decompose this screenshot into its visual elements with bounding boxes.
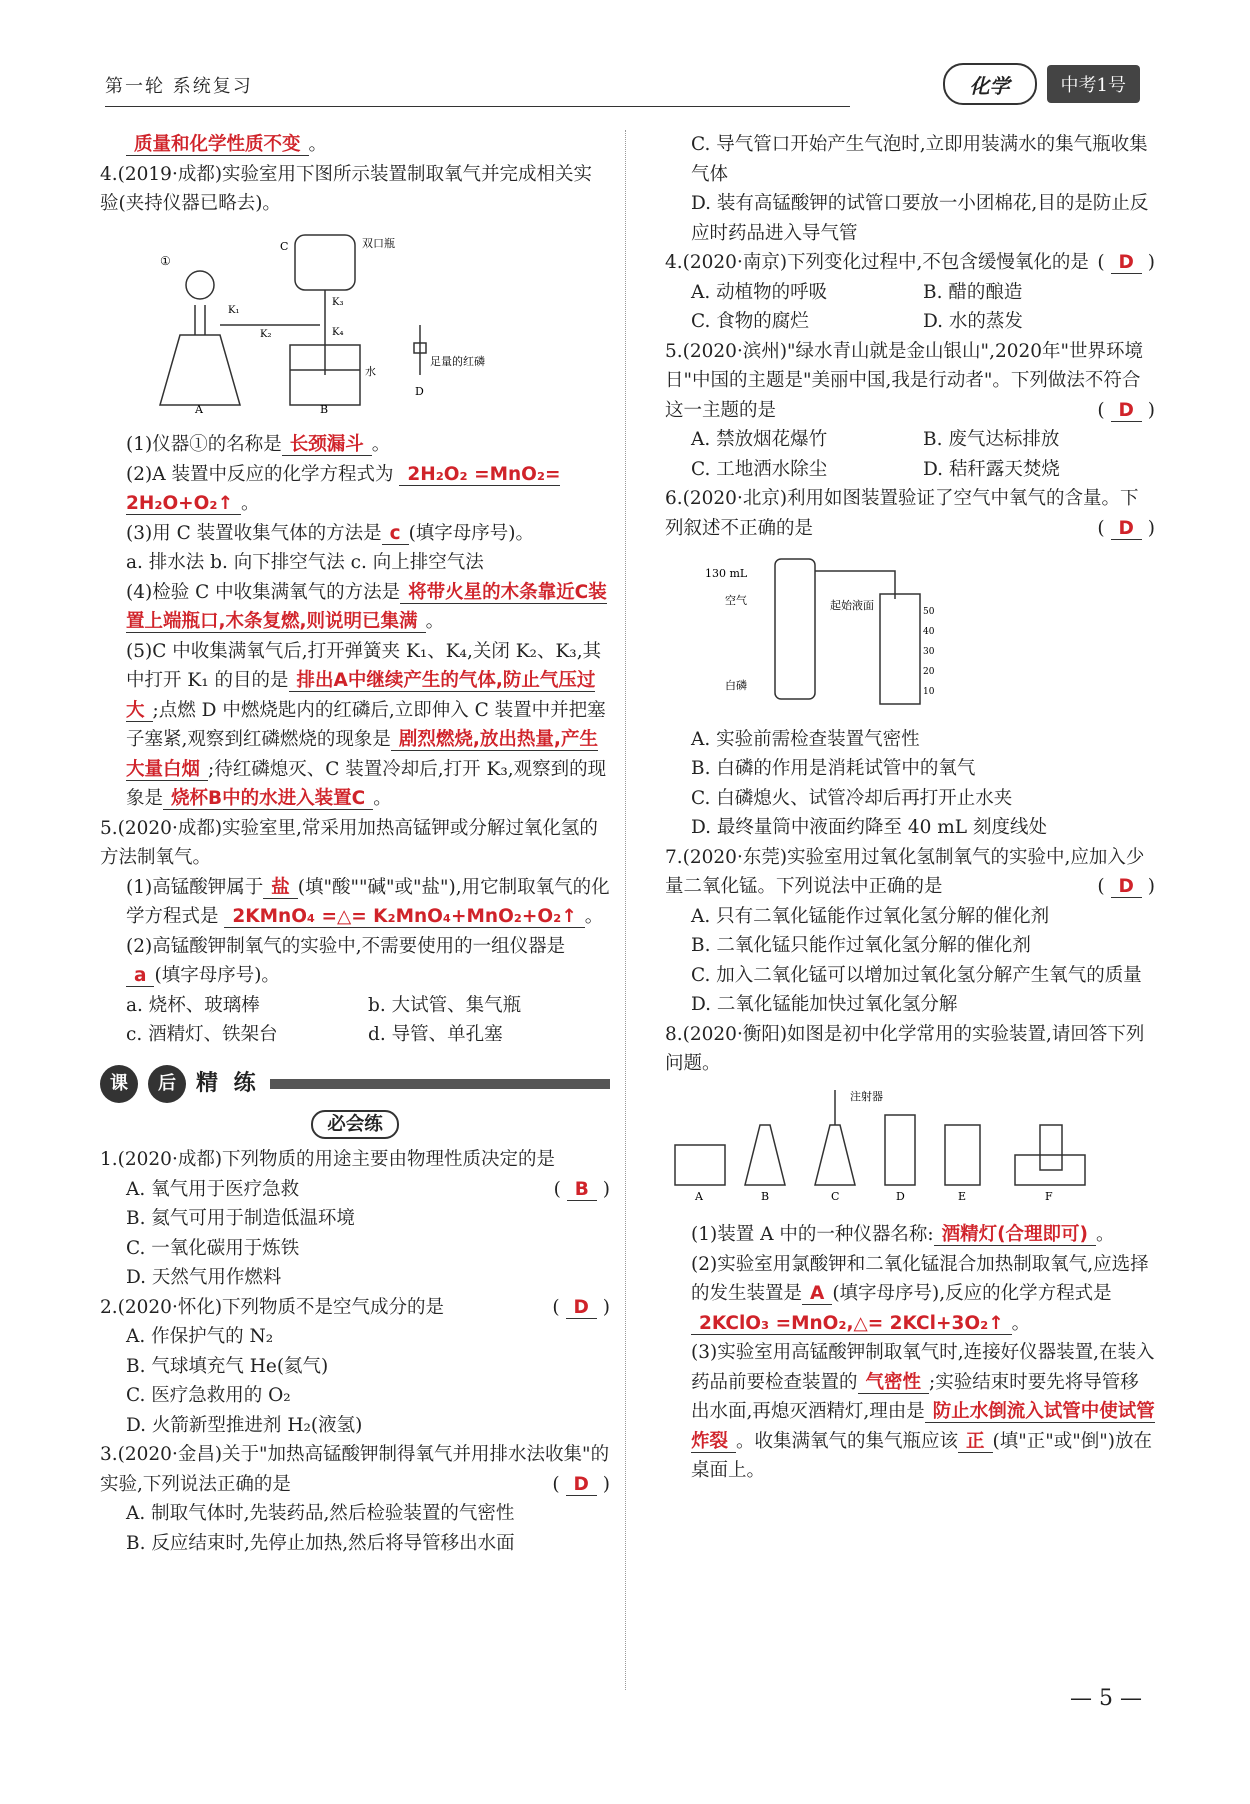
header-rule — [105, 106, 850, 107]
label-phosphorus: 足量的红磷 — [430, 354, 485, 368]
m2-opt-b: B. 气球填充气 He(氦气) — [126, 1355, 329, 1377]
m3-opt-d: D. 装有高锰酸钾的试管口要放一小团棉花,目的是防止反应时药品进入导气管 — [691, 193, 1149, 244]
q4-apparatus-figure — [100, 225, 520, 415]
fig8-label-b: B — [761, 1189, 770, 1203]
q4-5-answer-2: 剧烈燃烧,放出热量,产生大量白烟 — [126, 729, 598, 780]
m4-options-row1: A. 动植物的呼吸 B. 醋的酿造 — [691, 281, 1023, 303]
q5-options-row2: c. 酒精灯、铁架台 d. 导管、单孔塞 — [126, 1024, 503, 1045]
label-k2: K₂ — [260, 328, 272, 340]
device-e — [945, 1125, 980, 1185]
fig6-tick-40: 40 — [923, 627, 935, 637]
double-neck-bottle — [295, 235, 355, 290]
header-left: 第一轮 系统复习 — [105, 76, 253, 97]
m1-opt-c: C. 一氧化碳用于炼铁 — [126, 1237, 300, 1259]
device-b — [745, 1125, 785, 1185]
q4-5: (5)C 中收集满氧气后,打开弹簧夹 K₁、K₄,关闭 K₂、K₃,其中打开 K₁ 的目的是 排出A中继续产生的气体,防止气压过大 ;点燃 D 中燃烧匙内的红磷后,立即伸入 C 装置中并把塞子塞紧,观察到红磷燃烧的现象是 剧烈燃烧,放出热量,产生大量白烟 ;待红磷熄灭、C 装置冷却后,打开 K₃,观察到的现象是 烧杯B中的水进入装置C 。 — [126, 640, 607, 809]
m7-opt-a: A. 只有二氧化锰能作过氧化氢分解的催化剂 — [691, 905, 1050, 927]
m6-apparatus-figure — [665, 549, 1085, 709]
m3-opt-a: A. 制取气体时,先装药品,然后检验装置的气密性 — [126, 1503, 515, 1524]
m7-opt-b: B. 二氧化锰只能作过氧化氢分解的催化剂 — [691, 935, 1031, 956]
right-column — [665, 130, 1155, 1486]
q4-1-answer: 长颈漏斗 — [282, 434, 372, 456]
connecting-tube — [815, 571, 895, 599]
q4-title: 4.(2019·成都)实验室用下图所示装置制取氧气并完成相关实验(夹持仪器已略去)。 — [100, 163, 593, 214]
section-badge-2: 后 — [148, 1065, 186, 1103]
fig6-tick-20: 20 — [923, 667, 935, 677]
q4-2: (2)A 装置中反应的化学方程式为 2H₂O₂ =MnO₂= 2H₂O+O₂↑ 。 — [126, 463, 561, 514]
test-tube — [775, 559, 815, 699]
fig6-volume: 130 mL — [705, 567, 748, 580]
fig6-phosphorus: 白磷 — [725, 679, 747, 692]
m6-opt-a: A. 实验前需检查装置气密性 — [691, 728, 920, 750]
m3-opt-b: B. 反应结束时,先停止加热,然后将导管移出水面 — [126, 1532, 515, 1554]
subject-badge: 化学 — [943, 63, 1037, 105]
label-k4: K₄ — [332, 326, 344, 338]
m2-answer: D — [566, 1297, 597, 1319]
m3: 3.(2020·金昌)关于"加热高锰酸钾制得氧气并用排水法收集"的实验,下列说法正确的是 ( D ) — [100, 1444, 610, 1495]
q5-title: 5.(2020·成都)实验室里,常采用加热高锰钾或分解过氧化氢的方法制氧气。 — [100, 817, 598, 868]
q4-3-answer: c — [382, 523, 409, 545]
funnel-stem — [195, 305, 205, 335]
m8-3-answer-1: 气密性 — [858, 1372, 930, 1394]
fig8-syringe: 注射器 — [850, 1089, 883, 1103]
m8-apparatus-figure — [665, 1085, 1095, 1205]
m2: 2.(2020·怀化)下列物质不是空气成分的是 ( D ) — [100, 1296, 610, 1318]
m8-2-equation: 2KClO₃ =MnO₂,△= 2KCl+3O₂↑ — [691, 1313, 1012, 1335]
m8-1-answer: 酒精灯(合理即可) — [934, 1224, 1096, 1246]
fig8-label-e: E — [958, 1189, 967, 1203]
page-header — [105, 64, 1140, 110]
m6: 6.(2020·北京)利用如图装置验证了空气中氧气的含量。下列叙述不正确的是 ( D ) — [665, 488, 1155, 539]
must-do-label: 必会练 — [100, 1110, 610, 1140]
m4: 4.(2020·南京)下列变化过程中,不包含缓慢氧化的是 ( D ) — [665, 252, 1155, 273]
q4-2-answer: 2H₂O₂ =MnO₂= 2H₂O+O₂↑ — [126, 463, 561, 514]
m6-opt-c: C. 白磷熄火、试管冷却后再打开止水夹 — [691, 787, 1013, 809]
m8-3-answer-2: 防止水倒流入试管中使试管炸裂 — [691, 1401, 1155, 1452]
label-c: C — [280, 239, 289, 253]
fig6-start: 起始液面 — [830, 599, 874, 612]
fig8-label-a: A — [695, 1189, 703, 1203]
label-bottle: 双口瓶 — [362, 236, 395, 250]
label-k3: K₃ — [332, 296, 344, 308]
m2-opt-a: A. 作保护气的 N₂ — [126, 1326, 274, 1347]
fig8-label-f: F — [1045, 1189, 1053, 1203]
q5-1-answer: 盐 — [263, 877, 298, 899]
q4-5-answer-1: 排出A中继续产生的气体,防止气压过大 — [126, 670, 596, 721]
flask-a — [160, 335, 240, 405]
m5-options-row1: A. 禁放烟花爆竹 B. 废气达标排放 — [691, 429, 1060, 450]
m7-opt-d: D. 二氧化锰能加快过氧化氢分解 — [691, 994, 958, 1015]
page-number: — 5 — — [1070, 1686, 1142, 1711]
m4-options-row2: C. 食物的腐烂 D. 水的蒸发 — [691, 311, 1023, 332]
m7: 7.(2020·东莞)实验室用过氧化氢制氧气的实验中,应加入少量二氧化锰。下列说法中正确的是 ( D ) — [665, 846, 1155, 897]
m3-answer: D — [566, 1474, 597, 1496]
m5-answer: D — [1111, 400, 1142, 422]
q5-2-answer: a — [126, 965, 154, 987]
fig8-label-c: C — [831, 1189, 840, 1203]
m8-1: (1)装置 A 中的一种仪器名称: 酒精灯(合理即可) 。 — [691, 1224, 1115, 1245]
left-column — [100, 130, 610, 1558]
column-divider — [625, 130, 626, 1690]
m8-2-answer: A — [802, 1283, 832, 1305]
series-badge: 中考1号 — [1047, 65, 1140, 103]
device-c — [815, 1125, 855, 1185]
q4-4: (4)检验 C 中收集满氧气的方法是 将带火星的木条靠近C装置上端瓶口,木条复燃,则说明已集满 。 — [126, 581, 607, 632]
m2-opt-d: D. 火箭新型推进剂 H₂(液氢) — [126, 1414, 363, 1436]
section-badge-1: 课 — [100, 1065, 138, 1103]
label-circle: ① — [160, 253, 171, 268]
m1-opt-d: D. 天然气用作燃料 — [126, 1267, 282, 1288]
q4-3: (3)用 C 装置收集气体的方法是 c (填字母序号)。 — [126, 522, 535, 544]
m4-answer: D — [1111, 252, 1142, 274]
m6-opt-b: B. 白磷的作用是消耗试管中的氧气 — [691, 758, 976, 779]
q5-1: (1)高锰酸钾属于 盐 (填"酸""碱"或"盐"),用它制取氧气的化学方程式是 2KMnO₄ =△= K₂MnO₄+MnO₂+O₂↑ 。 — [126, 876, 610, 927]
fig6-air: 空气 — [725, 594, 747, 607]
section-title: 精 练 — [196, 1069, 260, 1096]
device-a — [675, 1145, 725, 1185]
m8: 8.(2020·衡阳)如图是初中化学常用的实验装置,请回答下列问题。 — [665, 1023, 1145, 1074]
m1: 1.(2020·成都)下列物质的用途主要由物理性质决定的是 ( B ) — [100, 1149, 610, 1200]
m8-2: (2)实验室用氯酸钾和二氧化锰混合加热制取氧气,应选择的发生装置是 A (填字母序号),反应的化学方程式是 2KClO₃ =MnO₂,△= 2KCl+3O₂↑ 。 — [691, 1253, 1149, 1334]
m1-opt-b: B. 氦气可用于制造低温环境 — [126, 1208, 355, 1229]
m6-opt-d: D. 最终量筒中液面约降至 40 mL 刻度线处 — [691, 817, 1047, 838]
q4-1: (1)仪器①的名称是 长颈漏斗 。 — [126, 434, 391, 455]
fig6-tick-10: 10 — [923, 687, 935, 697]
q5-2: (2)高锰酸钾制氧气的实验中,不需要使用的一组仪器是a (填字母序号)。 — [126, 935, 566, 986]
header-right — [943, 64, 1140, 104]
prev-answer-line: 质量和化学性质不变 。 — [100, 130, 610, 160]
label-water: 水 — [365, 364, 376, 378]
m7-answer: D — [1111, 876, 1142, 898]
device-d — [885, 1115, 915, 1185]
m8-3: (3)实验室用高锰酸钾制取氧气时,连接好仪器装置,在装入药品前要检查装置的 气密性 ;实验结束时要先将导管移出水面,再熄灭酒精灯,理由是 防止水倒流入试管中使试管炸裂 。收集满氧气的集气瓶应该 正 (填"正"或"倒")放在桌面上。 — [691, 1342, 1155, 1481]
measuring-cylinder — [880, 594, 920, 704]
m1-answer: B — [567, 1179, 597, 1201]
label-b: B — [320, 402, 329, 415]
q5-options-row1: a. 烧杯、玻璃棒 b. 大试管、集气瓶 — [126, 994, 522, 1016]
q5-1-equation: 2KMnO₄ =△= K₂MnO₄+MnO₂+O₂↑ — [224, 906, 584, 928]
m1-opt-a: A. 氧气用于医疗急救 — [126, 1178, 300, 1200]
m7-opt-c: C. 加入二氧化锰可以增加过氧化氢分解产生氧气的质量 — [691, 964, 1142, 986]
m5-options-row2: C. 工地洒水除尘 D. 秸秆露天焚烧 — [691, 458, 1060, 480]
fig8-label-d: D — [896, 1189, 905, 1203]
bottle-f — [1040, 1125, 1062, 1170]
section-bar-line — [270, 1079, 610, 1089]
q4-3-options: a. 排水法 b. 向下排空气法 c. 向上排空气法 — [126, 552, 484, 573]
prev-answer: 质量和化学性质不变 — [126, 134, 309, 156]
label-d: D — [415, 384, 424, 398]
m3-opt-c: C. 导气管口开始产生气泡时,立即用装满水的集气瓶收集气体 — [691, 134, 1148, 185]
label-k1: K₁ — [228, 304, 240, 316]
funnel-bulb — [186, 271, 214, 299]
section-banner — [100, 1064, 610, 1104]
label-a: A — [195, 402, 203, 415]
fig6-tick-30: 30 — [923, 647, 935, 657]
m5: 5.(2020·滨州)"绿水青山就是金山银山",2020年"世界环境日"中国的主题是"美丽中国,我是行动者"。下列做法不符合这一主题的是 ( D ) — [665, 340, 1155, 421]
q4-5-answer-3: 烧杯B中的水进入装置C — [163, 788, 373, 810]
q4-4-answer: 将带火星的木条靠近C装置上端瓶口,木条复燃,则说明已集满 — [126, 581, 607, 632]
m6-answer: D — [1111, 518, 1142, 540]
fig6-tick-50: 50 — [923, 607, 935, 617]
m8-3-answer-3: 正 — [958, 1431, 993, 1453]
m2-opt-c: C. 医疗急救用的 O₂ — [126, 1385, 291, 1406]
